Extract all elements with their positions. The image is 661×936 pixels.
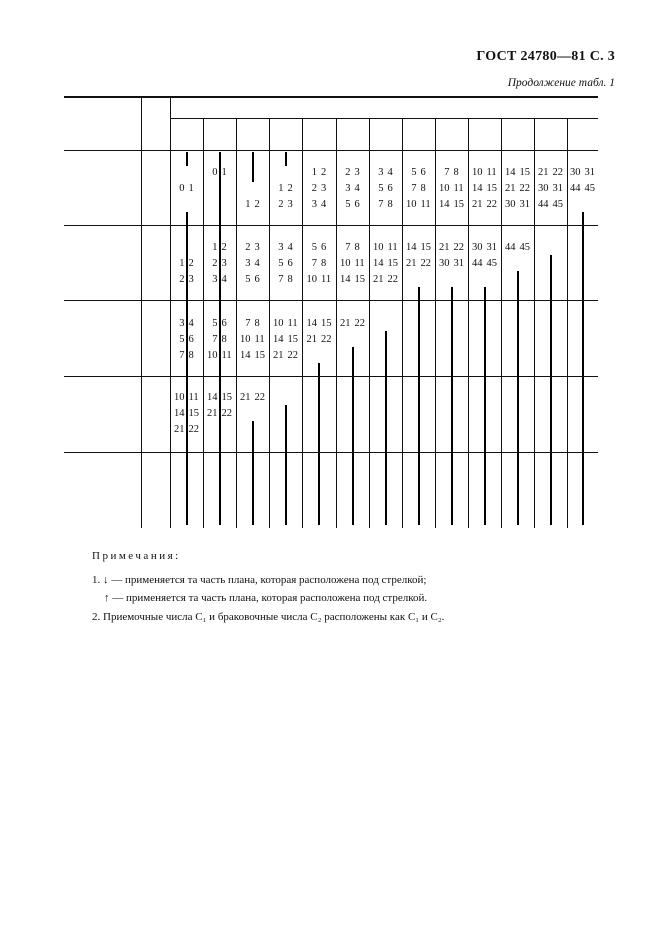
rejection-number: 31	[519, 199, 530, 210]
rejection-number: 22	[486, 199, 497, 210]
acceptance-number: 3	[179, 318, 185, 329]
acceptance-number: 2	[278, 199, 284, 210]
rejection-number: 4	[387, 167, 393, 178]
acceptance-number: 2	[345, 167, 351, 178]
acceptance-number: 30	[439, 258, 450, 269]
rejection-number: 11	[486, 167, 497, 178]
acceptance-number: 0	[212, 167, 218, 178]
rejection-number: 6	[221, 318, 227, 329]
acceptance-number: 0	[179, 183, 185, 194]
rejection-number: 31	[453, 258, 464, 269]
acceptance-number: 21	[174, 424, 185, 435]
acceptance-number: 10	[174, 392, 185, 403]
column-rule	[170, 96, 171, 528]
rejection-number: 6	[420, 167, 426, 178]
column-rule	[501, 118, 502, 528]
rejection-number: 22	[552, 167, 563, 178]
rejection-number: 8	[387, 199, 393, 210]
acceptance-number: 44	[505, 242, 516, 253]
acceptance-number: 2	[179, 274, 185, 285]
rejection-number: 11	[221, 350, 232, 361]
up-arrow-stem	[451, 287, 453, 525]
rejection-number: 2	[254, 199, 260, 210]
rejection-number: 4	[254, 258, 260, 269]
acceptance-number: 5	[345, 199, 351, 210]
acceptance-number: 5	[245, 274, 251, 285]
rejection-number: 11	[453, 183, 464, 194]
rejection-number: 31	[584, 167, 595, 178]
acceptance-number: 1	[311, 167, 317, 178]
rejection-number: 45	[519, 242, 530, 253]
table-rule	[64, 96, 598, 98]
rejection-number: 15	[387, 258, 398, 269]
rejection-number: 22	[188, 424, 199, 435]
rejection-number: 15	[221, 392, 232, 403]
acceptance-number: 3	[311, 199, 317, 210]
rejection-number: 22	[254, 392, 265, 403]
up-arrow-stem	[186, 480, 188, 525]
acceptance-number: 21	[340, 318, 351, 329]
acceptance-number: 21	[505, 183, 516, 194]
up-arrow-stem	[285, 405, 287, 525]
column-rule	[402, 118, 403, 528]
acceptance-number: 21	[273, 350, 284, 361]
column-rule	[435, 118, 436, 528]
acceptance-number: 1	[212, 242, 218, 253]
up-arrow-stem	[484, 287, 486, 525]
acceptance-number: 14	[273, 334, 284, 345]
up-arrow-stem	[352, 347, 354, 525]
rejection-number: 15	[287, 334, 298, 345]
rejection-number: 8	[287, 274, 293, 285]
rejection-number: 2	[287, 183, 293, 194]
rejection-number: 6	[387, 183, 393, 194]
acceptance-number: 5	[411, 167, 417, 178]
rejection-number: 45	[486, 258, 497, 269]
rejection-number: 1	[221, 167, 227, 178]
acceptance-number: 21	[406, 258, 417, 269]
acceptance-number: 44	[538, 199, 549, 210]
rejection-number: 3	[287, 199, 293, 210]
acceptance-number: 14	[439, 199, 450, 210]
rejection-number: 4	[188, 318, 194, 329]
rejection-number: 15	[420, 242, 431, 253]
rejection-number: 3	[354, 167, 360, 178]
acceptance-number: 5	[278, 258, 284, 269]
rejection-number: 8	[453, 167, 459, 178]
acceptance-number: 7	[378, 199, 384, 210]
rejection-number: 4	[321, 199, 327, 210]
table-continuation-label: Продолжение табл. 1	[507, 77, 615, 89]
down-arrow-stem	[186, 227, 188, 241]
acceptance-number: 10	[273, 318, 284, 329]
rejection-number: 6	[254, 274, 260, 285]
acceptance-number: 30	[472, 242, 483, 253]
rejection-number: 11	[387, 242, 398, 253]
rejection-number: 11	[420, 199, 431, 210]
acceptance-number: 14	[240, 350, 251, 361]
rejection-number: 15	[254, 350, 265, 361]
acceptance-number: 14	[174, 408, 185, 419]
rejection-number: 8	[254, 318, 260, 329]
acceptance-number: 3	[245, 258, 251, 269]
acceptance-number: 7	[411, 183, 417, 194]
acceptance-number: 10	[373, 242, 384, 253]
rejection-number: 31	[552, 183, 563, 194]
acceptance-number: 3	[378, 167, 384, 178]
acceptance-number: 21	[538, 167, 549, 178]
acceptance-number: 7	[245, 318, 251, 329]
rejection-number: 1	[188, 183, 194, 194]
note-2: 2. Приемочные числа C₁ и браковочные числа C₂ расположены как C₁ и C₂.	[92, 611, 445, 623]
acceptance-number: 1	[179, 258, 185, 269]
acceptance-number: 2	[245, 242, 251, 253]
up-arrow-stem	[318, 363, 320, 525]
acceptance-number: 21	[472, 199, 483, 210]
rejection-number: 8	[420, 183, 426, 194]
rejection-number: 15	[354, 274, 365, 285]
column-rule	[141, 96, 142, 528]
acceptance-number: 10	[340, 258, 351, 269]
acceptance-number: 5	[378, 183, 384, 194]
acceptance-number: 3	[345, 183, 351, 194]
up-arrow-stem	[385, 331, 387, 525]
down-arrow-stem	[186, 152, 188, 166]
rejection-number: 6	[287, 258, 293, 269]
rejection-number: 3	[321, 183, 327, 194]
rejection-number: 8	[354, 242, 360, 253]
acceptance-number: 21	[207, 408, 218, 419]
rejection-number: 8	[188, 350, 194, 361]
rejection-number: 22	[221, 408, 232, 419]
acceptance-number: 44	[570, 183, 581, 194]
rejection-number: 15	[321, 318, 332, 329]
acceptance-number: 14	[505, 167, 516, 178]
acceptance-number: 14	[207, 392, 218, 403]
acceptance-number: 21	[306, 334, 317, 345]
up-arrow-stem	[550, 255, 552, 525]
note-1-up-arrow: ↑ — применяется та часть плана, которая расположена под стрелкой.	[104, 592, 428, 604]
rejection-number: 2	[221, 242, 227, 253]
acceptance-number: 7	[278, 274, 284, 285]
acceptance-number: 21	[240, 392, 251, 403]
down-arrow-stem	[252, 152, 254, 182]
rejection-number: 6	[321, 242, 327, 253]
rejection-number: 2	[321, 167, 327, 178]
acceptance-number: 10	[472, 167, 483, 178]
acceptance-number: 1	[278, 183, 284, 194]
rejection-number: 3	[188, 274, 194, 285]
acceptance-number: 30	[570, 167, 581, 178]
up-arrow-stem	[418, 287, 420, 525]
notes-title: Примечания:	[92, 550, 181, 562]
acceptance-number: 7	[311, 258, 317, 269]
acceptance-number: 10	[240, 334, 251, 345]
rejection-number: 6	[188, 334, 194, 345]
rejection-number: 2	[188, 258, 194, 269]
acceptance-number: 10	[439, 183, 450, 194]
acceptance-number: 7	[212, 334, 218, 345]
up-arrow-stem	[582, 212, 584, 525]
document-header: ГОСТ 24780—81 С. 3	[476, 49, 615, 64]
rejection-number: 11	[321, 274, 332, 285]
rejection-number: 15	[453, 199, 464, 210]
rejection-number: 3	[254, 242, 260, 253]
acceptance-number: 14	[373, 258, 384, 269]
rejection-number: 22	[519, 183, 530, 194]
down-arrow-stem	[285, 152, 287, 166]
acceptance-number: 14	[472, 183, 483, 194]
rejection-number: 45	[552, 199, 563, 210]
column-rule	[567, 118, 568, 528]
rejection-number: 3	[221, 258, 227, 269]
acceptance-number: 14	[306, 318, 317, 329]
acceptance-number: 14	[406, 242, 417, 253]
acceptance-number: 7	[179, 350, 185, 361]
rejection-number: 11	[188, 392, 199, 403]
acceptance-number: 21	[373, 274, 384, 285]
rejection-number: 4	[221, 274, 227, 285]
rejection-number: 15	[486, 183, 497, 194]
acceptance-number: 5	[179, 334, 185, 345]
acceptance-number: 7	[345, 242, 351, 253]
acceptance-number: 10	[207, 350, 218, 361]
acceptance-number: 14	[340, 274, 351, 285]
rejection-number: 8	[321, 258, 327, 269]
acceptance-number: 10	[406, 199, 417, 210]
up-arrow-stem	[219, 437, 221, 525]
acceptance-number: 1	[245, 199, 251, 210]
acceptance-number: 2	[212, 258, 218, 269]
acceptance-number: 10	[306, 274, 317, 285]
acceptance-number: 3	[212, 274, 218, 285]
acceptance-number: 3	[278, 242, 284, 253]
rejection-number: 22	[321, 334, 332, 345]
rejection-number: 22	[287, 350, 298, 361]
rejection-number: 45	[584, 183, 595, 194]
rejection-number: 15	[188, 408, 199, 419]
rejection-number: 11	[287, 318, 298, 329]
rejection-number: 15	[519, 167, 530, 178]
table-rule	[64, 225, 598, 226]
acceptance-number: 5	[212, 318, 218, 329]
column-rule	[534, 118, 535, 528]
rejection-number: 31	[486, 242, 497, 253]
acceptance-number: 44	[472, 258, 483, 269]
rejection-number: 8	[221, 334, 227, 345]
acceptance-number: 30	[505, 199, 516, 210]
column-rule	[468, 118, 469, 528]
down-arrow-stem	[219, 152, 221, 198]
up-arrow-stem	[186, 212, 188, 525]
acceptance-number: 5	[311, 242, 317, 253]
up-arrow-stem	[517, 271, 519, 525]
rejection-number: 11	[254, 334, 265, 345]
acceptance-number: 7	[444, 167, 450, 178]
table-rule	[64, 150, 598, 151]
rejection-number: 6	[354, 199, 360, 210]
rejection-number: 22	[387, 274, 398, 285]
acceptance-number: 30	[538, 183, 549, 194]
up-arrow-stem	[252, 421, 254, 525]
rejection-number: 11	[354, 258, 365, 269]
rejection-number: 22	[453, 242, 464, 253]
acceptance-number: 2	[311, 183, 317, 194]
rejection-number: 22	[354, 318, 365, 329]
rejection-number: 4	[354, 183, 360, 194]
note-1-down-arrow: 1. ↓ — применяется та часть плана, которая расположена под стрелкой;	[92, 574, 427, 586]
rejection-number: 4	[287, 242, 293, 253]
acceptance-number: 21	[439, 242, 450, 253]
rejection-number: 22	[420, 258, 431, 269]
